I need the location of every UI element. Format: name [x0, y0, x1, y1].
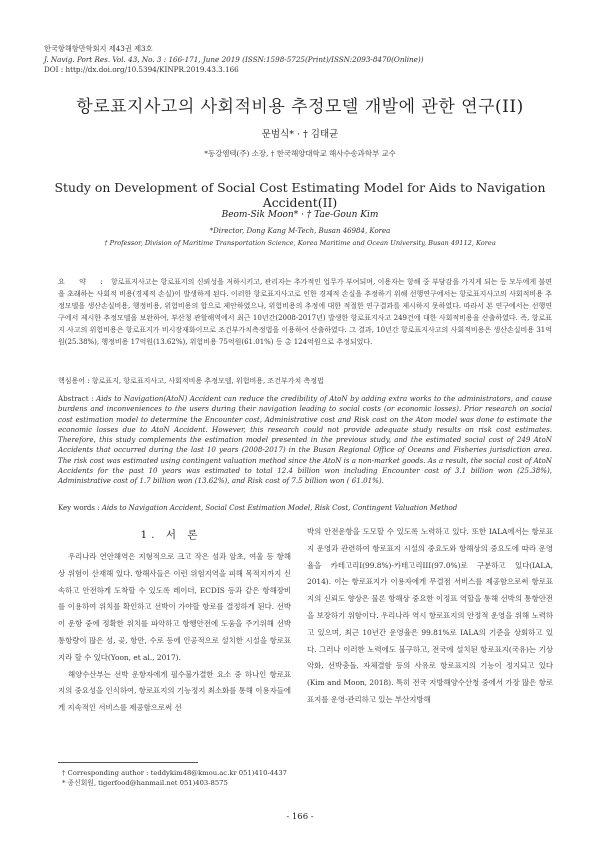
journal-header-line-2: J. Navig. Port Res. Vol. 43, No. 3 : 166-171, June 2019 (ISSN:1598-5725(Print)/ISSN:2093-8470(Online))	[44, 54, 424, 64]
korean-keywords-label: 핵심용어 :	[58, 377, 90, 385]
journal-header-line-1: 한국항해항만학회지 제43권 제3호	[44, 44, 153, 53]
english-keywords	[58, 504, 552, 512]
korean-abstract-text: 항로표지사고는 항로표지의 신뢰성을 저하시키고, 관리자는 추가적인 업무가 부여되며, 이용자는 항해 중 부담감을 가지게 되는 등 모두에게 불편을 초래하는 사회적 비용(경제적 손실)이 발생하게 된다. 이러한 항로표지사고로 인한 경제적 손실을 추정하기 위해 선행연구에서는 항로표지사고의 사회적비용 추정모델을 생산손실비용, 행정비용, 위험비용의 합으로 제안하였으나, 위험비용의 추정에 대한 적절한 연구결과를 제시하지 못하였다. 따라서 본 연구에서는 선행연구에서 제시한 추정모델을 보완하여, 부산청 관할해역에서 최근 10년간(2008-2017년) 발생한 항로표지사고 249건에 대한 사회적비용을 산출하였다. 즉, 항로표지 사고의 위험비용은 항로표지가 비시장재화이므로 조건부가치측정법을 이용하여 산출하였다. 그 결과, 10년간 항로표지사고의 사회적비용은 생산손실비용 31억원(25.38%), 행정비용 17억원(13.62%), 위험비용 75억원(61.01%) 등 총 124억원으로 추정되었다.	[58, 278, 552, 346]
english-keywords-label: Key words :	[58, 504, 100, 512]
korean-keywords	[58, 376, 552, 386]
body-column-right	[307, 524, 553, 709]
korean-affiliation: *동강엠텍(주) 소장, † 한국해양대학교 해사수송과학부 교수	[204, 149, 396, 158]
korean-abstract	[58, 277, 552, 348]
page-number: - 166 -	[286, 812, 314, 822]
corresponding-author-footnote: † Corresponding author : teddykim48@kmou.ac.kr 051)410-4437	[62, 769, 287, 777]
english-abstract-label: Abstract :	[58, 394, 94, 403]
body-paragraph: 해양수산부는 선박 운항자에게 필수불가결한 요소 중 하나인 항로표지의 중요성을 인식하여, 항로표지의 기능정지 최소화를 통해 이용자들에게 지속적인 서비스를 제공함으로써 선	[58, 669, 291, 713]
doi-line: DOI : http://dx.doi.org/10.5394/KINPR.2019.43.3.166	[44, 65, 239, 74]
coauthor-footnote: * 종신회원, tigerfood@hanmail.net 051)403-8575	[62, 779, 228, 787]
footnotes	[62, 768, 287, 788]
english-abstract-text: Aids to Navigation(AtoN) Accident can reduce the credibility of AtoN by adding extra works to the administrators, and cause burdens and inconveniences to the users during their navigation leading to social costs (or economic losses). Prior research on social cost estimation model to determine the Encounter cost, Administrative cost and Risk cost on the Aton model was done to estimate the economic losses due to AtoN Accident. However, this research could not provide adequate study results on risk cost estimates. Therefore, this study complements the estimation model presented in the previous study, and the estimated social cost of 249 AtoN Accidents that occurred during the last 10 years (2008-2017) in the Busan Regional Office of Oceans and Fisheries jurisdiction area. The risk cost was estimated using contingent valuation method since the AtoN is a non-market goods. As a result, the social cost of AtoN Accidents for the past 10 years was estimated to total 12.4 billion won including Encounter cost of 3.1 billion won (25.38%), Administrative cost of 1.7 billion won (13.62%), and Risk cost of 7.5 billion won ( 61.01%).	[58, 394, 552, 486]
korean-abstract-label: 요 약 :	[58, 278, 109, 286]
english-abstract	[58, 394, 552, 487]
english-authors: Beom-Sik Moon* · † Tae-Goun Kim	[221, 210, 379, 220]
footnote-divider	[58, 762, 198, 763]
body-column-left	[58, 549, 291, 717]
korean-keywords-text: 항로표지, 항로표지사고, 사회적비용 추정모델, 위험비용, 조건부가치 측정법	[91, 377, 324, 385]
korean-title: 항로표지사고의 사회적비용 추정모델 개발에 관한 연구(II)	[76, 97, 524, 117]
body-paragraph: 우리나라 연안해역은 지형적으로 크고 작은 섬과 암초, 여울 등 항해상 위험이 산재해 있다. 항해사들은 이런 위험지역을 피해 목적지까지 신속하고 안전하게 도착할 수 있도록 레이더, ECDIS 등과 같은 항해장비를 이용하여 위치를 확인하고 선박이 가야할 항로를 결정하게 된다. 선박이 운항 중에 정확한 위치를 파악하고 항행안전에 도움을 주기위해 선박 통항량이 많은 섬, 곶, 항만, 수로 등에 인공적으로 설치한 시설을 항로표지라 할 수 있다(Yoon, et al., 2017).	[58, 552, 291, 662]
english-affiliation-1: *Director, Dong Kang M-Tech, Busan 46984, Korea	[209, 227, 391, 235]
body-paragraph: 박의 안전운항을 도모할 수 있도록 노력하고 있다. 또한 IALA에서는 항로표지 운영과 관련하여 항로표지 시설의 중요도와 항해상의 중요도에 따라 운영율을 카테고리I(99.8%)-카테고리III(97.0%)로 구분하고 있다(IALA, 2014). 이는 항로표지가 이용자에게 무결점 서비스를 제공함으로써 항로표지의 신뢰도 향상은 물론 항해상 중요한 이정표 역할을 통해 선박의 통항안전을 보장하기 위함이다. 우리나라 역시 항로표지의 안정적 운영을 위해 노력하고 있으며, 최근 10년간 운영율은 99.81%로 IALA의 기준을 상회하고 있다. 그러나 이러한 노력에도 불구하고, 전국에 설치된 항로표지(국유)는 기상악화, 선박충돌, 자체결함 등의 사유로 항로표지의 기능이 정지되고 있다(Kim and Moon, 2018). 특히 전국 지방해양수산청 중에서 가장 많은 항로표지를 운영·관리하고 있는 부산지방해	[307, 527, 553, 704]
korean-authors: 문범식* · † 김태균	[261, 129, 339, 140]
english-keywords-text: Aids to Navigation Accident, Social Cost Estimation Model, Risk Cost, Contingent Valuation Method	[101, 504, 458, 512]
english-title: Study on Development of Social Cost Estimating Model for Aids to Navigation Accident(II)	[54, 180, 546, 210]
english-affiliation-2: † Professor, Division of Maritime Transportation Science, Korea Maritime and Ocean University, Busan 49112, Korea	[104, 239, 496, 247]
section-heading-introduction: 1. 서 론	[140, 529, 202, 541]
journal-header	[44, 44, 424, 76]
